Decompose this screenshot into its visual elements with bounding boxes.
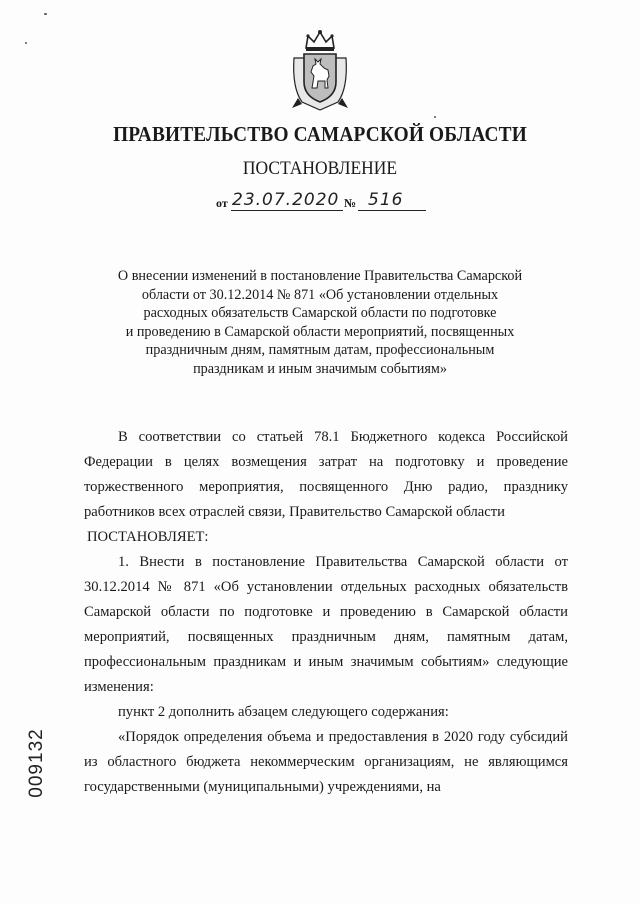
margin-registration-number [22,718,52,808]
date-number-line [216,190,431,214]
subject-line: праздничным дням, памятным датам, профессиональным [145,342,495,359]
coat-of-arms-icon [288,28,352,112]
item-1-subparagraph: пункт 2 дополнить абзацем следующего содержания: [118,704,449,720]
number-underline [358,210,426,211]
subject-line: области от 30.12.2014 № 871 «Об установлении отдельных [141,286,499,303]
item-1-paragraph: 1. Внести в постановление Правительства Самарской области от 30.12.2014 № 871 «Об установлении отдельных расходных обязательств Самарской области по подготовке и проведению в Самарской области мероприятий, посвященных праздничным дням, памятным датам, профессиональным праздникам и иным значимым событиям» следующие изменения: [84,554,568,695]
document-body [84,425,568,800]
subject-line: О внесении изменений в постановление Правительства Самарской [117,268,523,284]
scan-speck [25,42,27,44]
registration-number-text: 009132 [26,728,47,798]
document-subject [100,267,540,379]
document-date: 23.07.2020 [232,190,340,210]
decree-word: ПОСТАНОВЛЯЕТ: [87,529,209,545]
subject-line: и проведению в Самарской области мероприятий, посвященных [125,323,515,340]
quote-paragraph: «Порядок определения объема и предоставления в 2020 году субсидий из областного бюджета некоммерческим организациям, не являющимся государственными (муниципальными) учреждениями, на [84,729,568,795]
document-number: 516 [368,190,404,210]
document-type: ПОСТАНОВЛЕНИЕ [242,158,398,179]
preamble-paragraph: В соответствии со статьей 78.1 Бюджетного кодекса Российской Федерации в целях возмещения затрат на подготовку и проведение торжественного мероприятия, посвященного Дню радио, празднику работников всех отраслей связи, Правительство Самарской области [84,429,568,520]
scan-speck [434,116,436,118]
number-prefix: № [344,196,357,210]
scan-speck [44,13,47,15]
date-prefix: от [216,196,228,210]
organization-title: ПРАВИТЕЛЬСТВО САМАРСКОЙ ОБЛАСТИ [113,122,527,146]
subject-line: расходных обязательств Самарской области по подготовке [143,305,497,322]
subject-line: праздникам и иным значимым событиям» [193,360,447,377]
date-underline [231,210,343,211]
